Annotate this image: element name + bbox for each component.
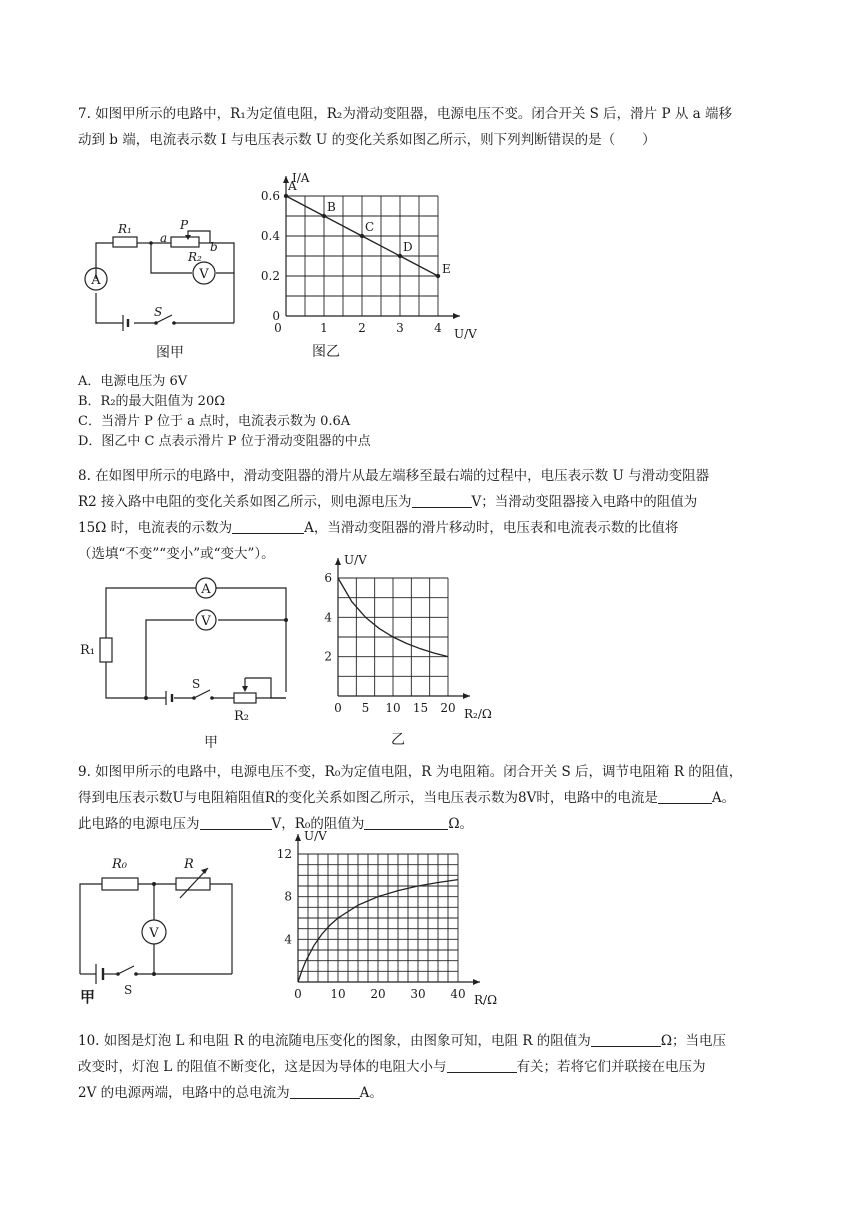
data-point: [360, 234, 364, 238]
y-axis-label: U/V: [304, 829, 327, 843]
q7-line-2: 动到 b 端，电流表示数 I 与电压表示数 U 的变化关系如图乙所示，则下列判断错误的是（ ）: [78, 132, 656, 148]
y-tick-label: 12: [276, 847, 292, 861]
q8-ammeter-label: A: [201, 582, 211, 597]
y-axis-arrow: [295, 834, 301, 841]
x-tick-label: 20: [370, 987, 386, 1001]
q8-line-4: （选填“不变”“变小”或“变大”）。: [78, 546, 275, 562]
chart-caption: 乙: [391, 732, 405, 748]
x-tick-label: 0: [294, 987, 302, 1001]
q7-p-label: P: [180, 218, 189, 232]
q9-switch-label: S: [124, 983, 133, 997]
q7-switch-label: S: [154, 305, 163, 319]
y-tick-label: 0: [272, 309, 280, 323]
q7-stem: [78, 101, 783, 153]
q9-voltmeter-label: V: [149, 926, 159, 941]
x-tick-label: 10: [330, 987, 346, 1001]
x-tick-label: 30: [410, 987, 426, 1001]
chart-grid: [286, 196, 438, 316]
q8-blank-2[interactable]: [232, 519, 304, 534]
y-axis-label: U/V: [344, 553, 367, 567]
x-tick-label: 10: [385, 701, 401, 715]
x-axis-arrow: [473, 979, 480, 985]
q7-r1-label: R₁: [118, 222, 132, 236]
y-tick-label: 4: [284, 932, 292, 947]
x-tick-label: 2: [358, 321, 366, 335]
q8-line-1: 8. 在如图甲所示的电路中，滑动变阻器的滑片从最左端移至最右端的过程中，电压表示数 U 与滑动变阻器: [78, 468, 710, 484]
q7-option-c: C．当滑片 P 位于 a 点时，电流表示数为 0.6A: [78, 414, 351, 429]
q9-line-3: 此电路的电源电压为 V，R₀的阻值为 Ω。: [78, 816, 474, 832]
q7-a-label: a: [160, 231, 168, 245]
q10-line-2: 改变时，灯泡 L 的阻值不断变化，这是因为导体的电阻大小与 有关；若将它们并联接在电压为: [78, 1059, 706, 1075]
q8-fig-jia-caption: 甲: [204, 735, 218, 751]
y-tick-label: 0.4: [260, 229, 280, 243]
q10-blank-3[interactable]: [290, 1084, 360, 1099]
q9-blank-2[interactable]: [200, 815, 272, 830]
y-tick-label: 4: [324, 610, 332, 625]
y-tick-label: 8: [284, 889, 292, 904]
chart-grid: [298, 854, 458, 982]
x-tick-label: 0: [274, 321, 282, 335]
q10-blank-1[interactable]: [591, 1032, 661, 1047]
q7-fig-jia-caption: 图甲: [156, 345, 184, 361]
q8-stem: [78, 463, 783, 567]
q9-blank-1[interactable]: [658, 789, 712, 804]
q8-ur-chart: [314, 553, 514, 756]
y-axis-label: I/A: [292, 171, 310, 185]
q8-switch-label: S: [192, 677, 201, 691]
q8-blank-1[interactable]: [412, 493, 472, 508]
x-tick-label: 40: [450, 987, 466, 1001]
q7-option-a: A．电源电压为 6V: [78, 374, 188, 389]
q9-r0-label: R₀: [112, 857, 127, 872]
x-axis-label: U/V: [454, 327, 477, 341]
q7-voltmeter-label: V: [199, 267, 209, 282]
q8-r1-label: R₁: [80, 643, 95, 658]
q8-circuit-diagram: [76, 570, 306, 755]
x-tick-label: 20: [440, 701, 456, 715]
q7-ammeter-label: A: [91, 273, 101, 288]
q7-r2-label: R₂: [188, 250, 202, 264]
q9-line-2: 得到电压表示数U与电阻箱阻值R的变化关系如图乙所示，当电压表示数为8V时，电路中的电流是 A。: [78, 790, 736, 806]
x-axis-label: R/Ω: [474, 993, 498, 1007]
y-tick-label: 6: [324, 571, 332, 585]
q9-ur-chart: [276, 826, 498, 1018]
q9-circuit-diagram: [76, 846, 246, 1006]
point-label: B: [327, 200, 336, 214]
data-point: [398, 254, 402, 258]
point-label: E: [442, 262, 451, 276]
q8-line-2: R2 接入路中电阻的变化关系如图乙所示，则电源电压为 V；当滑动变阻器接入电路中的阻值为: [78, 494, 698, 510]
q7-b-label: b: [210, 240, 218, 254]
x-tick-label: 0: [334, 701, 342, 715]
x-axis-arrow: [463, 693, 470, 699]
x-axis-label: R₂/Ω: [464, 707, 492, 721]
y-tick-label: 0.6: [260, 189, 280, 203]
q7-line-1: 7. 如图甲所示的电路中，R₁为定值电阻，R₂为滑动变阻器，电源电压不变。闭合开关 S 后，滑片 P 从 a 端移: [78, 106, 732, 122]
q9-r-label: R: [184, 857, 194, 872]
y-axis-arrow: [335, 558, 341, 565]
data-point: [284, 194, 288, 198]
q7-iu-chart: [256, 158, 486, 368]
point-label: C: [365, 220, 375, 234]
data-point: [322, 214, 326, 218]
q9-line-1: 9. 如图甲所示的电路中，电源电压不变，R₀为定值电阻，R 为电阻箱。闭合开关 S 后，调节电阻箱 R 的阻值，: [78, 764, 743, 780]
chart-caption: 图乙: [312, 344, 340, 360]
x-tick-label: 4: [434, 321, 442, 335]
x-tick-label: 1: [320, 321, 328, 335]
q7-option-b: B．R₂的最大阻值为 20Ω: [78, 394, 226, 409]
x-tick-label: 3: [396, 321, 404, 335]
q10-stem: [78, 1028, 783, 1106]
x-tick-label: 15: [412, 701, 429, 715]
x-tick-label: 5: [361, 701, 370, 715]
q8-voltmeter-label: V: [201, 614, 211, 629]
q7-circuit-diagram: [76, 215, 246, 365]
point-label: A: [288, 179, 297, 193]
y-tick-label: 0.2: [260, 269, 280, 283]
point-label: D: [403, 240, 413, 254]
q10-blank-2[interactable]: [447, 1058, 517, 1073]
y-tick-label: 2: [324, 649, 332, 664]
q8-r2-label: R₂: [234, 709, 249, 724]
data-point: [436, 274, 440, 278]
q8-line-3: 15Ω 时，电流表的示数为 A，当滑动变阻器的滑片移动时，电压表和电流表示数的比值将: [78, 520, 679, 536]
x-axis-arrow: [453, 313, 460, 319]
q10-line-1: 10. 如图是灯泡 L 和电阻 R 的电流随电压变化的图象，由图象可知，电阻 R 的阻值为 Ω；当电压: [78, 1033, 727, 1049]
q10-line-3: 2V 的电源两端，电路中的总电流为 A。: [78, 1085, 383, 1101]
q7-options: [78, 372, 371, 452]
q7-option-d: D．图乙中 C 点表示滑片 P 位于滑动变阻器的中点: [78, 434, 371, 449]
q9-fig-jia-caption: 甲: [80, 988, 96, 1006]
